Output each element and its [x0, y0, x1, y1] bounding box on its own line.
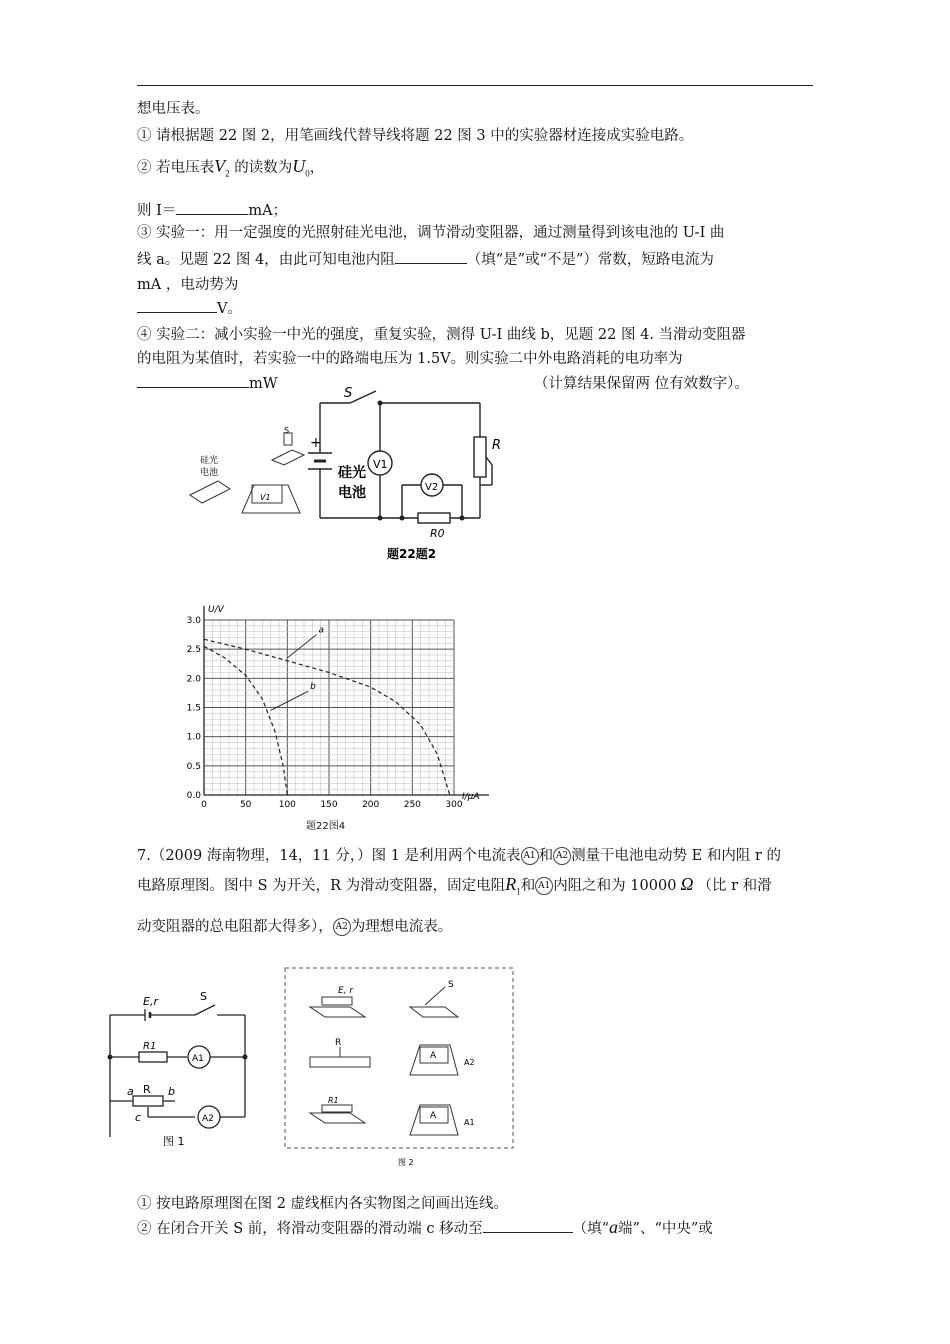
- end-b-label: b: [168, 1085, 175, 1098]
- x-tick-label: 300: [445, 800, 463, 810]
- meter-label: A: [430, 1111, 437, 1121]
- r1-symbol: $R_1$: [505, 874, 521, 897]
- answer-blank[interactable]: [483, 1232, 573, 1233]
- v2-meter: V2: [425, 482, 439, 493]
- text-line: 电路原理图。图中 S 为开关，R 为滑动变阻器，固定电阻$R_1$和 A1 内阻之和为 10000 Ω （比 r 和滑: [137, 874, 772, 897]
- a2-meter: A2: [202, 1114, 214, 1124]
- text-line: V。: [137, 299, 242, 319]
- r1-label: R1: [328, 1096, 339, 1105]
- text-line: ① 按电路原理图在图 2 虚线框内各实物图之间画出连线。: [137, 1196, 509, 1212]
- battery-plus: +: [310, 435, 322, 451]
- text-line: 则 I＝ mA；: [137, 203, 288, 219]
- text-line: 动变阻器的总电阻都大得多）， A2 为理想电流表。: [137, 919, 453, 935]
- y-tick-label: 2.5: [186, 645, 201, 656]
- text-line: ② 在闭合开关 S 前，将滑动变阻器的滑动端 c 移动至 （填“a端”、“中央”或: [137, 1217, 713, 1237]
- a1-label: A1: [464, 1118, 475, 1127]
- ammeter-a1-icon: A1: [521, 847, 539, 865]
- v1-meter: V1: [373, 458, 388, 471]
- x-tick-label: 100: [278, 800, 296, 810]
- series-a-label: a: [318, 625, 325, 636]
- small-cell-label: 硅光: [200, 456, 219, 466]
- rheostat-label: R: [492, 438, 502, 453]
- rheostat-label: R: [335, 1038, 342, 1048]
- r0-label: R0: [430, 527, 445, 540]
- header-rule: [137, 85, 813, 86]
- apparatus-figure-2: [280, 965, 520, 1170]
- series-b-label: b: [310, 682, 316, 693]
- text-line: ④ 实验二：减小实验一中光的强度，重复实验，测得 U-I 曲线 b，见题 22 图 4. 当滑动变阻器: [137, 327, 746, 343]
- x-axis-label: I/μA: [462, 792, 480, 802]
- text-line: mW: [137, 374, 278, 394]
- x-tick-label: 250: [403, 800, 421, 810]
- omega-symbol: Ω: [680, 874, 694, 894]
- answer-blank[interactable]: [176, 214, 248, 215]
- switch-label: S: [200, 990, 207, 1003]
- v2-symbol: $V_2$: [214, 156, 230, 179]
- end-a-symbol: a: [609, 1217, 619, 1237]
- figure-caption: 图 2: [398, 1158, 414, 1167]
- circuit-figure-22-2: [180, 385, 530, 585]
- switch-label: S: [344, 386, 353, 401]
- slider-c-label: c: [135, 1111, 142, 1124]
- y-tick-label: 3.0: [186, 616, 201, 626]
- meter-label: A: [430, 1051, 437, 1061]
- er-label: E,r: [143, 995, 158, 1008]
- answer-blank[interactable]: [395, 263, 467, 264]
- text-line: （计算结果保留两 位有效数字）。: [534, 376, 749, 392]
- small-switch-label: S: [284, 426, 290, 435]
- a2-label: A2: [464, 1058, 475, 1067]
- text-line: ③ 实验一：用一定强度的光照射硅光电池，调节滑动变阻器，通过测量得到该电池的 U-I 曲: [137, 225, 725, 241]
- text-line: 想电压表。: [137, 101, 210, 117]
- cell-label: 硅光: [338, 465, 366, 481]
- text-line: mA ，电动势为: [137, 277, 239, 293]
- figure-caption: 题22题2: [387, 547, 437, 561]
- ammeter-a2-icon: A2: [333, 918, 351, 936]
- circuit-figure-1: [105, 985, 265, 1150]
- figure-caption: 题22图4: [306, 821, 346, 832]
- text-line: 7.（2009 海南物理，14，11 分，）图 1 是利用两个电流表 A1 和 A2 测量干电池电动势 E 和内阻 r 的: [137, 848, 782, 864]
- x-tick-label: 0: [201, 800, 207, 810]
- er-label: E, r: [338, 986, 354, 996]
- ammeter-a1-icon: A1: [535, 877, 553, 895]
- y-tick-label: 0.5: [186, 761, 201, 772]
- y-tick-label: 1.5: [186, 703, 201, 714]
- text-line: 线 a。见题 22 图 4，由此可知电池内阻 （填“是”或“不是”）常数，短路电流为: [137, 252, 714, 268]
- y-tick-label: 2.0: [186, 674, 201, 685]
- r1-label: R1: [143, 1041, 157, 1052]
- small-cell-label: 电池: [200, 468, 219, 478]
- a1-meter: A1: [192, 1054, 204, 1064]
- small-v1-label: V1: [260, 493, 271, 502]
- ammeter-a2-icon: A2: [553, 847, 571, 865]
- text-line: 的电阻为某值时，若实验一中的路端电压为 1.5V。则实验二中外电路消耗的电功率为: [137, 351, 683, 367]
- end-a-label: a: [127, 1085, 134, 1098]
- y-tick-label: 1.0: [186, 732, 201, 743]
- ui-curve-chart: [180, 600, 520, 835]
- text-line: ① 请根据题 22 图 2，用笔画线代替导线将题 22 图 3 中的实验器材连接成实验电路。: [137, 128, 694, 144]
- y-axis-label: U/V: [208, 605, 224, 615]
- x-tick-label: 200: [362, 800, 380, 810]
- text-line: ② 若电压表$V_2$ 的读数为$U_0$，: [137, 156, 325, 179]
- figure-caption: 图 1: [163, 1135, 185, 1148]
- r-label: R: [143, 1083, 151, 1096]
- cell-label: 电池: [338, 485, 366, 501]
- y-tick-label: 0.0: [186, 791, 201, 801]
- x-tick-label: 50: [239, 800, 252, 810]
- u0-symbol: $U_0$: [292, 156, 310, 179]
- answer-blank[interactable]: [137, 312, 217, 313]
- switch-label: S: [448, 980, 454, 990]
- x-tick-label: 150: [320, 800, 338, 810]
